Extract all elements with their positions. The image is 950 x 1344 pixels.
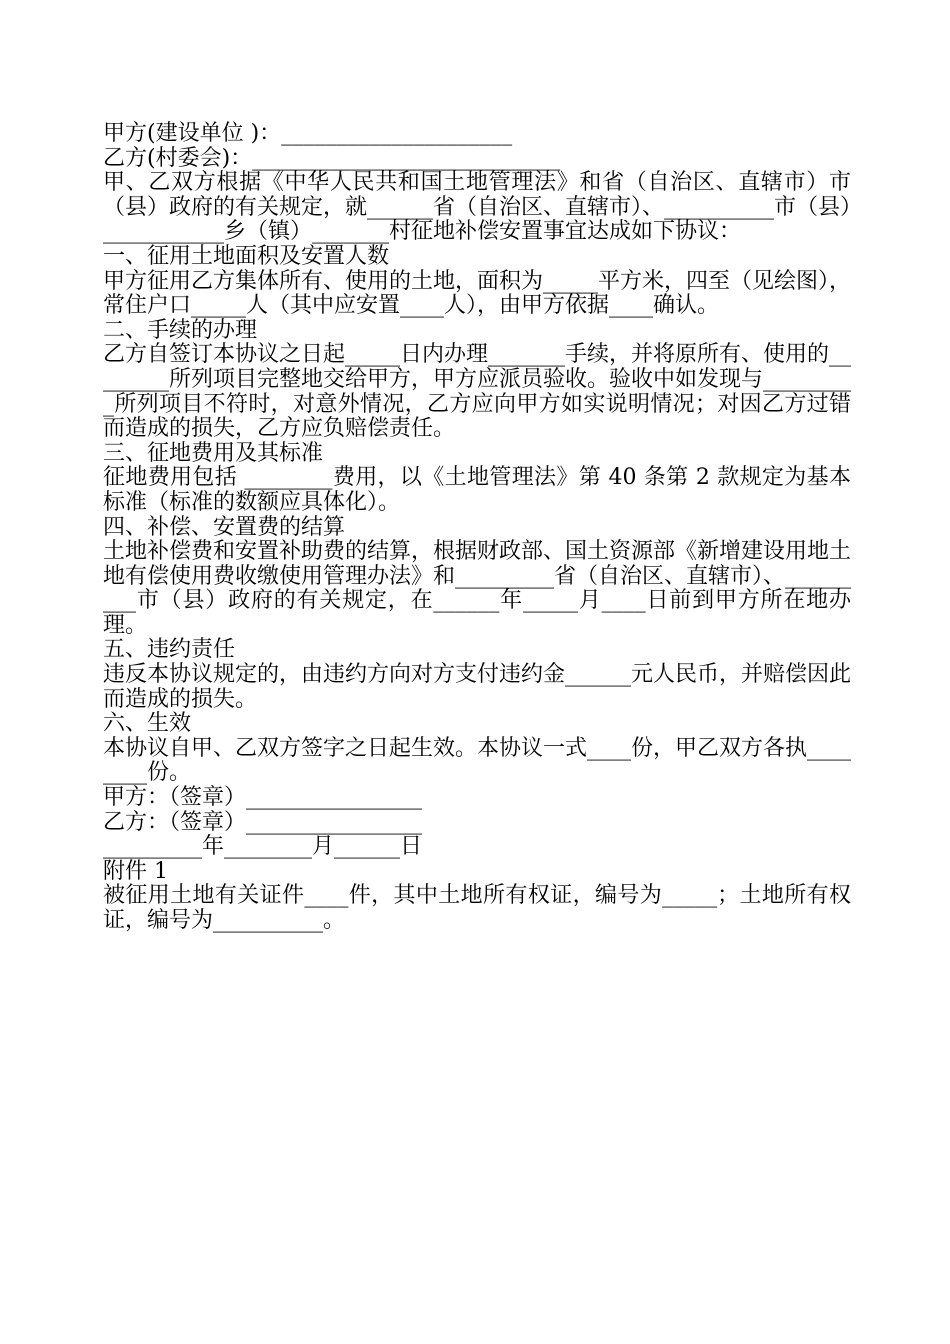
section-6-body: 本协议自甲、乙双方签字之日起生效。本协议一式____份，甲乙双方各执________份。 <box>103 735 852 786</box>
agreement-document <box>103 122 851 934</box>
section-2-body: 乙方自签订本协议之日起_____日内办理_______手续，并将原所有、使用的________所列项目完整地交给甲方，甲方应派员验收。验收中如发现与_________所列项目不符时，对意外情况，乙方应向甲方如实说明情况；对因乙方过错而造成的损失，乙方应负赔偿责任。 <box>103 342 852 442</box>
section-5-heading: 五、违约责任 <box>103 637 236 663</box>
preamble-paragraph: 甲、乙双方根据《中华人民共和国土地管理法》和省（自治区、直辖市）市（县）政府的有关规定，就______省（自治区、直辖市）、__________市（县）___________乡（镇）_______村征地补偿安置事宜达成如下协议： <box>103 170 852 245</box>
section-2-heading: 二、手续的办理 <box>103 317 258 343</box>
signature-date: _________年________月______日 <box>103 834 423 860</box>
signature-party-a: 甲方：（签章）________________ <box>103 785 423 811</box>
section-1-heading: 一、征用土地面积及安置人数 <box>103 243 390 269</box>
party-a-line: 甲方(建设单位 )：_____________________ <box>103 121 513 146</box>
section-3-body: 征地费用包括 ________费用，以《土地管理法》第 40 条第 2 款规定为基本标准（标准的数额应具体化）。 <box>103 465 851 515</box>
section-6-heading: 六、生效 <box>103 711 192 737</box>
section-4-heading: 四、补偿、安置费的结算 <box>103 514 346 540</box>
signature-party-b: 乙方：（签章）________________ <box>103 809 423 835</box>
party-b-line: 乙方(村委会)：____________________________ <box>103 145 561 171</box>
section-3-heading: 三、征地费用及其标准 <box>103 440 324 466</box>
section-4-body: 土地补偿费和安置补助费的结算，根据财政部、国土资源部《新增建设用地土地有偿使用费收缴使用管理办法》和_________省（自治区、直辖市）、_________市（县）政府的有关规定，在______年_____月____日前到甲方所在地办理。 <box>103 539 852 638</box>
section-5-body: 违反本协议规定的，由违约方向对方支付违约金______元人民币，并赔偿因此而造成的损失。 <box>103 662 852 712</box>
attachment-title: 附件 1 <box>103 858 168 884</box>
section-1-body: 甲方征用乙方集体所有、使用的土地，面积为_____平方米，四至（见绘图），常住户口_____人（其中应安置____人），由甲方依据____确认。 <box>103 268 852 319</box>
attachment-body: 被征用土地有关证件____件，其中土地所有权证，编号为_____；土地所有权证，编号为__________。 <box>103 883 851 933</box>
